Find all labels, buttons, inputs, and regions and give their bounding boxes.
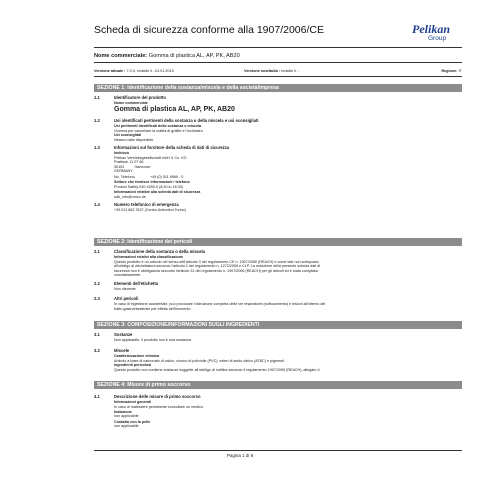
subsection-number: 1.3 — [94, 145, 100, 150]
logo-name: Pelikan — [412, 22, 450, 36]
pelikan-logo — [412, 22, 462, 48]
text-line: Usi sconsigliati — [114, 133, 142, 137]
email-link[interactable]: sdb_info@umco.de — [114, 194, 146, 199]
subsection-heading: Miscele — [114, 348, 130, 353]
commercial-value: Gomma di plastica AL, AP, PK, AB20 — [148, 53, 240, 59]
text-line: GERMANY — [114, 169, 133, 173]
text-line: Settore che fornisce informazioni / telefono — [114, 180, 190, 184]
section-4-header: SEZIONE 4: Misure di primo soccorso — [94, 381, 462, 389]
text-line: all'obbligo di etichettatura secondo l'articolo 1 del regolamento n. 1272/2008 e CLP. La redazione della presente scheda dati di — [114, 264, 321, 268]
subsection-number: 1.4 — [94, 202, 100, 207]
section-1-header: SEZIONE 1: Identificazione della sostanza/miscela e della società/impresa — [94, 84, 462, 92]
text-line: Non rilevante — [114, 287, 136, 291]
text-line: Caratterizzazione chimica — [114, 354, 160, 358]
subsection-heading: Identificatore del prodotto — [114, 95, 166, 100]
subsection-number: 2.2 — [94, 281, 100, 286]
subsection-number: 4.1 — [94, 394, 100, 399]
logo-group: Group — [428, 35, 447, 42]
text-line: Informazioni generali — [114, 400, 152, 404]
text-line: Questo prodotto non contiene sostanze soggette all'obbligo di notifica secondo il regolamento 1907/2006 (REACH), allegato II. — [114, 367, 321, 372]
version-replaced — [244, 69, 300, 73]
text-line: Questo prodotto è un articolo nel senso dell'articolo 3 del regolamento CE n. 1907/2006 (REACH) e come tale non sottoposto — [114, 259, 319, 264]
text-line: Indirizzo — [114, 151, 129, 155]
subsection-number: 3.2 — [94, 348, 100, 353]
subsection-number: 2.3 — [94, 296, 100, 301]
region-value: IT — [458, 69, 462, 73]
text-line: +39 011 663 7637 (Centro Antiveleni Torino) — [114, 208, 186, 212]
text-line: In caso di ingestione accidentale, può provocare l'ostruzione completa delle vie respiratorie (soffocamento) e lesioni all'interno del — [114, 302, 326, 306]
text-line: sicurezza non è obbligatoria secondo l'articolo 31 del regolamento n. 1907/2006 (REACH) per gli articoli ed è stata compilata — [114, 268, 318, 273]
version-region — [441, 69, 462, 73]
version-current-value: 7.0.0, redatto il : 24.01.2019 — [126, 69, 174, 73]
version-replaced-value: redatto il : - — [281, 69, 301, 73]
subsection-number: 1.2 — [94, 118, 100, 123]
commercial-rule — [94, 62, 462, 63]
subsection-number: 1.1 — [94, 95, 100, 100]
commercial-name — [94, 53, 240, 59]
footer-rule — [94, 450, 462, 451]
text-line: Nome commerciale — [114, 101, 148, 105]
version-current-label: Versione attuale : — [94, 69, 126, 73]
region-label: Regione: — [441, 69, 458, 73]
text-line: volontariamente. — [114, 273, 142, 277]
subsection-heading: Numero telefonico di emergenza — [114, 202, 179, 207]
page-number: Pagina 1 di 8 — [226, 453, 254, 458]
subsection-number: 2.1 — [94, 249, 100, 254]
phone-line: No. Telefono +49 (0) 511 6969 - 0 — [114, 174, 184, 179]
text-line: Contatto con la pelle — [114, 419, 151, 424]
text-line: Non applicabile. Il prodotto non è una sostanza — [114, 338, 191, 342]
text-line: Articolo a base di carbonato di calcio, cloruro di polivinile (PVC), esteri di acido citrico (ATBC) e pigmenti — [114, 358, 285, 363]
text-line: non applicabile — [114, 414, 139, 418]
text-line: Gomma per cancellare la matita di grafite e l'inchiostro — [114, 128, 203, 133]
text-line: Inalazione — [114, 409, 132, 414]
subsection-heading: Elementi dell'etichetta — [114, 281, 159, 286]
text-line: Informazioni relativi alla classificazione — [114, 255, 184, 259]
subsection-heading: Altri pericoli — [114, 296, 139, 301]
text-line: Postfach 11 07 66 — [114, 160, 144, 164]
text-line: Usi pertinenti identificati della sostanza o miscela — [114, 124, 202, 128]
text-line: tratto gastrointestinale per effetto dell'inumento. — [114, 306, 192, 311]
text-line: 30102 Hannover — [114, 164, 151, 169]
product-name: Gomma di plastica AL, AP, PK, AB20 — [114, 106, 235, 113]
subsection-heading: Classificazione della sostanza o della miscela — [114, 249, 206, 254]
document-title: Scheda di sicurezza conforme alla 1907/2006/CE — [94, 24, 324, 36]
section-3-header: SEZIONE 3: COMPOSIZIONE/INFORMAZIONI SUGLI INGREDIENTI — [94, 321, 462, 329]
text-line: Informazioni relative alla scheda dati di sicurezza — [114, 190, 201, 194]
subsection-number: 3.1 — [94, 332, 100, 337]
subsection-heading: Informazioni sul fornitore della scheda di dati di sicurezza — [114, 145, 230, 150]
text-line: Nessun dato disponibile. — [114, 137, 155, 142]
version-current — [94, 69, 174, 73]
version-replaced-label: Versione sostituita : — [244, 69, 281, 73]
text-line: Pelikan Vertriebsgesellschaft mbH & Co. KG — [114, 155, 187, 160]
header-rule — [94, 47, 462, 48]
text-line: In caso di malessere persistente consultare un medico. — [114, 404, 204, 409]
subsection-heading: Descrizione delle misure di primo soccorso — [114, 394, 201, 399]
text-line: non applicabile — [114, 424, 139, 428]
text-line: Ingredienti pericolosi — [114, 363, 152, 367]
commercial-label: Nome commerciale: — [94, 53, 148, 59]
text-line: Product Safety 030-4393-0 (8:30 to 16:30) — [114, 184, 184, 189]
subsection-heading: Usi identificati pertinenti della sostanza o della miscela e usi sconsigliati — [114, 118, 259, 123]
subsection-heading: Sostanze — [114, 332, 133, 337]
version-rule — [94, 76, 462, 77]
section-2-header: SEZIONE 2: Identificazione dei pericoli — [94, 238, 462, 246]
